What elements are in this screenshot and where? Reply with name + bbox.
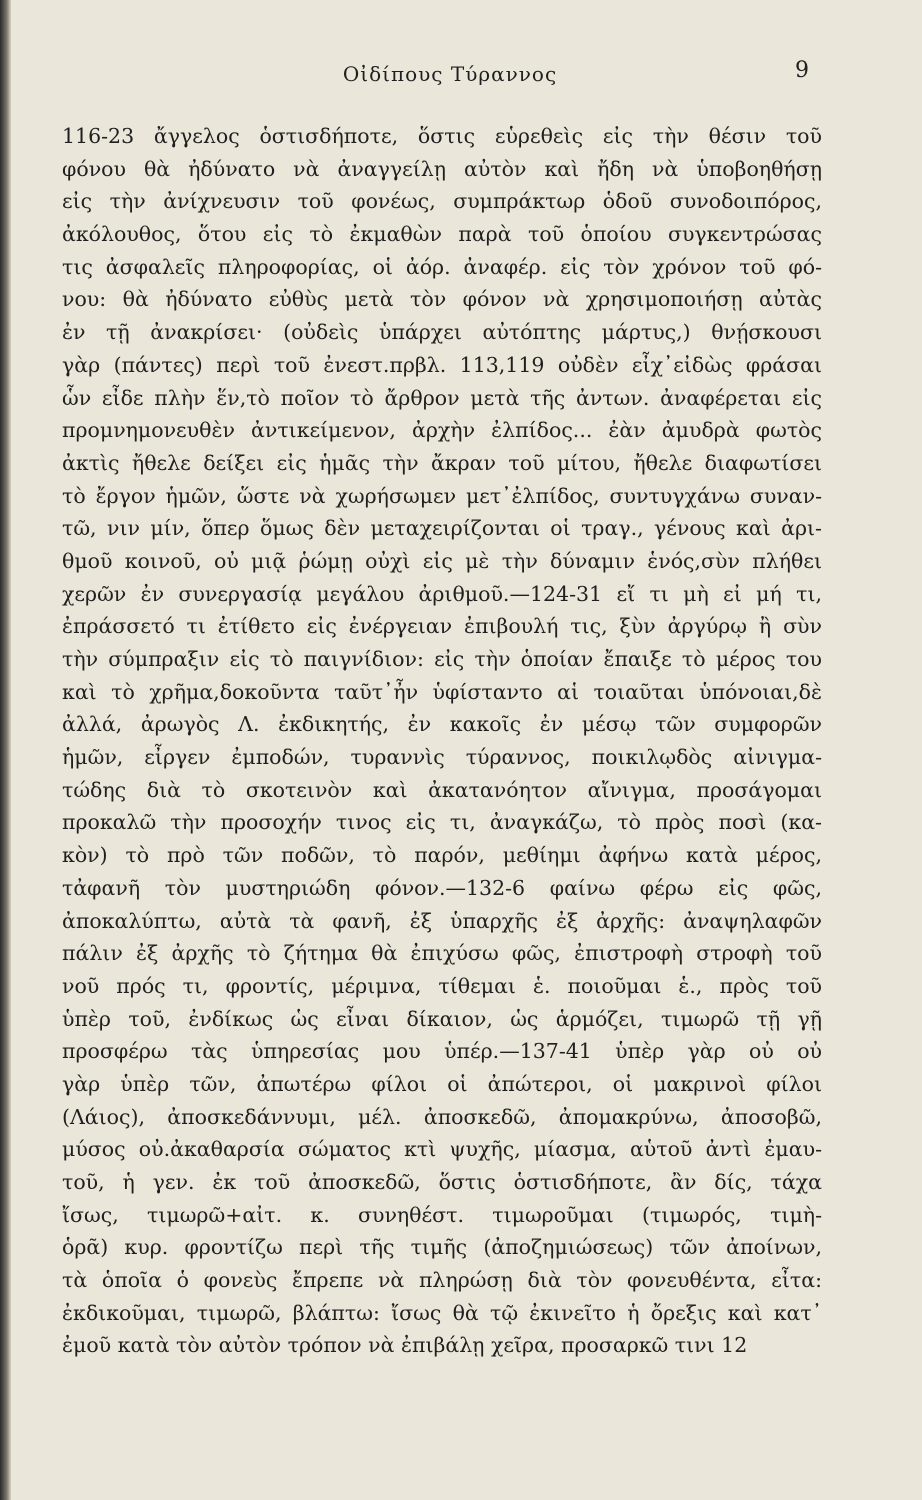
commentary-text (62, 120, 822, 1362)
text-line: τὸ ἔργον ἡμῶν, ὥστε νὰ χωρήσωμεν μετ᾽ἐλπίδος, συντυγχάνω συναν- (62, 483, 822, 508)
text-line: ἀκτὶς ἤθελε δείξει εἰς ἡμᾶς τὴν ἄκραν τοῦ μίτου, ἤθελε διαφωτίσει (62, 450, 822, 475)
text-line: μύσος οὐ.ἀκαθαρσία σώματος κτὶ ψυχῆς, μίασμα, αὑτοῦ ἀντὶ ἐμαυ- (62, 1137, 822, 1162)
text-line: φόνου θὰ ἠδύνατο νὰ ἀναγγείλῃ αὐτὸν καὶ ἤδη νὰ ὑποβοηθήσῃ (62, 156, 822, 181)
binding-gutter (0, 0, 11, 1500)
text-line: προσφέρω τὰς ὑπηρεσίας μου ὑπέρ.—137-41 ὑπὲρ γὰρ οὐ οὐ (62, 1039, 822, 1064)
text-line: ἐπράσσετό τι ἐτίθετο εἰς ἐνέργειαν ἐπιβουλή τις, ξὺν ἀργύρῳ ἢ σὺν (62, 614, 822, 639)
text-line: τἀφανῆ τὸν μυστηριώδη φόνον.—132-6 φαίνω φέρω εἰς φῶς, (62, 875, 822, 900)
running-head (0, 58, 922, 92)
text-line: νοῦ πρός τι, φροντίς, μέριμνα, τίθεμαι ἑ. ποιοῦμαι ἑ., πρὸς τοῦ (62, 973, 822, 998)
text-line: πάλιν ἐξ ἀρχῆς τὸ ζήτημα θὰ ἐπιχύσω φῶς, ἐπιστροφὴ στροφὴ τοῦ (62, 941, 822, 966)
text-line: τοῦ, ἡ γεν. ἐκ τοῦ ἀποσκεδῶ, ὅστις ὁστισδήποτε, ἂν δίς, τάχα (62, 1170, 822, 1194)
text-line: χερῶν ἐν συνεργασίᾳ μεγάλου ἀριθμοῦ.—124-31 εἴ τι μὴ εἰ μή τι, (62, 581, 822, 606)
text-line: ὁρᾶ) κυρ. φροντίζω περὶ τῆς τιμῆς (ἀποζημιώσεως) τῶν ἀποίνων, (62, 1235, 822, 1260)
text-line: γὰρ (πάντες) περὶ τοῦ ἐνεστ.πρβλ. 113,119 οὐδὲν εἶχ᾽εἰδὼς φράσαι (62, 352, 822, 377)
page-number: 9 (795, 58, 809, 83)
text-line: ἴσως, τιμωρῶ+αἰτ. κ. συνηθέστ. τιμωροῦμαι (τιμωρός, τιμὴ- (62, 1202, 822, 1227)
text-line: ἐν τῇ ἀνακρίσει· (οὐδεὶς ὑπάρχει αὐτόπτης μάρτυς,) θνῄσκουσι (62, 320, 822, 345)
text-line: εἰς τὴν ἀνίχνευσιν τοῦ φονέως, συμπράκτωρ ὁδοῦ συνοδοιπόρος, (62, 189, 822, 214)
text-line: κὸν) τὸ πρὸ τῶν ποδῶν, τὸ παρόν, μεθίημι ἀφήνω κατὰ μέρος, (62, 843, 822, 868)
text-line: τὰ ὁποῖα ὁ φονεὺς ἔπρεπε νὰ πληρώσῃ διὰ τὸν φονευθέντα, εἶτα: (62, 1268, 822, 1293)
text-line: θμοῦ κοινοῦ, οὐ μιᾷ ῥώμῃ οὐχὶ εἰς μὲ τὴν δύναμιν ἑνός,σὺν πλήθει (62, 548, 822, 573)
text-line: ὑπὲρ τοῦ, ἐνδίκως ὡς εἶναι δίκαιον, ὡς ἁρμόζει, τιμωρῶ τῇ γῇ (62, 1006, 822, 1031)
text-line: γὰρ ὑπὲρ τῶν, ἀπωτέρω φίλοι οἱ ἀπώτεροι, οἱ μακρινοὶ φίλοι (62, 1071, 822, 1096)
text-line: ἀκόλουθος, ὅτου εἰς τὸ ἐκμαθὼν παρὰ τοῦ ὁποίου συγκεντρώσας (62, 222, 822, 247)
text-line: νου: θὰ ἠδύνατο εὐθὺς μετὰ τὸν φόνον νὰ χρησιμοποιήσῃ αὐτὰς (62, 287, 822, 312)
text-line: ἐκδικοῦμαι, τιμωρῶ, βλάπτω: ἴσως θὰ τῷ ἐκινεῖτο ἡ ὄρεξις καὶ κατ᾽ (62, 1300, 822, 1325)
text-line: τῶ, νιν μίν, ὅπερ ὅμως δὲν μεταχειρίζονται οἱ τραγ., γένους καὶ ἀρι- (62, 516, 822, 541)
text-line: καὶ τὸ χρῆμα,δοκοῦντα ταῦτ᾽ἦν ὑφίσταντο αἱ τοιαῦται ὑπόνοιαι,δὲ (62, 679, 822, 704)
text-line: προμνημονευθὲν ἀντικείμενον, ἀρχὴν ἐλπίδος... ἐὰν ἀμυδρὰ φωτὸς (62, 418, 822, 443)
text-line: ἀποκαλύπτω, αὐτὰ τὰ φανῆ, ἐξ ὑπαρχῆς ἐξ ἀρχῆς: ἀναψηλαφῶν (62, 908, 822, 933)
text-line: ἐμοῦ κατὰ τὸν αὐτὸν τρόπον νὰ ἐπιβάλῃ χεῖρα, προσαρκῶ τινι 12 (62, 1333, 748, 1358)
text-line: 116-23 ἄγγελος ὁστισδήποτε, ὅστις εὑρεθεὶς εἰς τὴν θέσιν τοῦ (62, 124, 822, 148)
text-line: ὧν εἶδε πλὴν ἕν,τὸ ποῖον τὸ ἄρθρον μετὰ τῆς ἀντων. ἀναφέρεται εἰς (62, 385, 822, 410)
text-line: ἡμῶν, εἶργεν ἐμποδών, τυραννὶς τύραννος, ποικιλῳδὸς αἰνιγμα- (62, 745, 822, 770)
text-line: τις ἀσφαλεῖς πληροφορίας, οἱ ἀόρ. ἀναφέρ. εἰς τὸν χρόνον τοῦ φό- (62, 254, 822, 279)
text-line: (Λάιος), ἀποσκεδάννυμι, μέλ. ἀποσκεδῶ, ἀπομακρύνω, ἀποσοβῶ, (62, 1104, 822, 1129)
text-line: ἀλλά, ἀρωγὸς Λ. ἐκδικητής, ἐν κακοῖς ἐν μέσῳ τῶν συμφορῶν (62, 712, 822, 737)
text-line: τὴν σύμπραξιν εἰς τὸ παιγνίδιον: εἰς τὴν ὁποίαν ἔπαιξε τὸ μέρος του (62, 647, 822, 671)
text-line: προκαλῶ τὴν προσοχήν τινος εἰς τι, ἀναγκάζω, τὸ πρὸς ποσὶ (κα- (62, 810, 822, 835)
text-line: τώδης διὰ τὸ σκοτεινὸν καὶ ἀκατανόητον αἴνιγμα, προσάγομαι (62, 777, 822, 802)
running-title: Οἰδίπους Τύραννος (342, 62, 558, 86)
